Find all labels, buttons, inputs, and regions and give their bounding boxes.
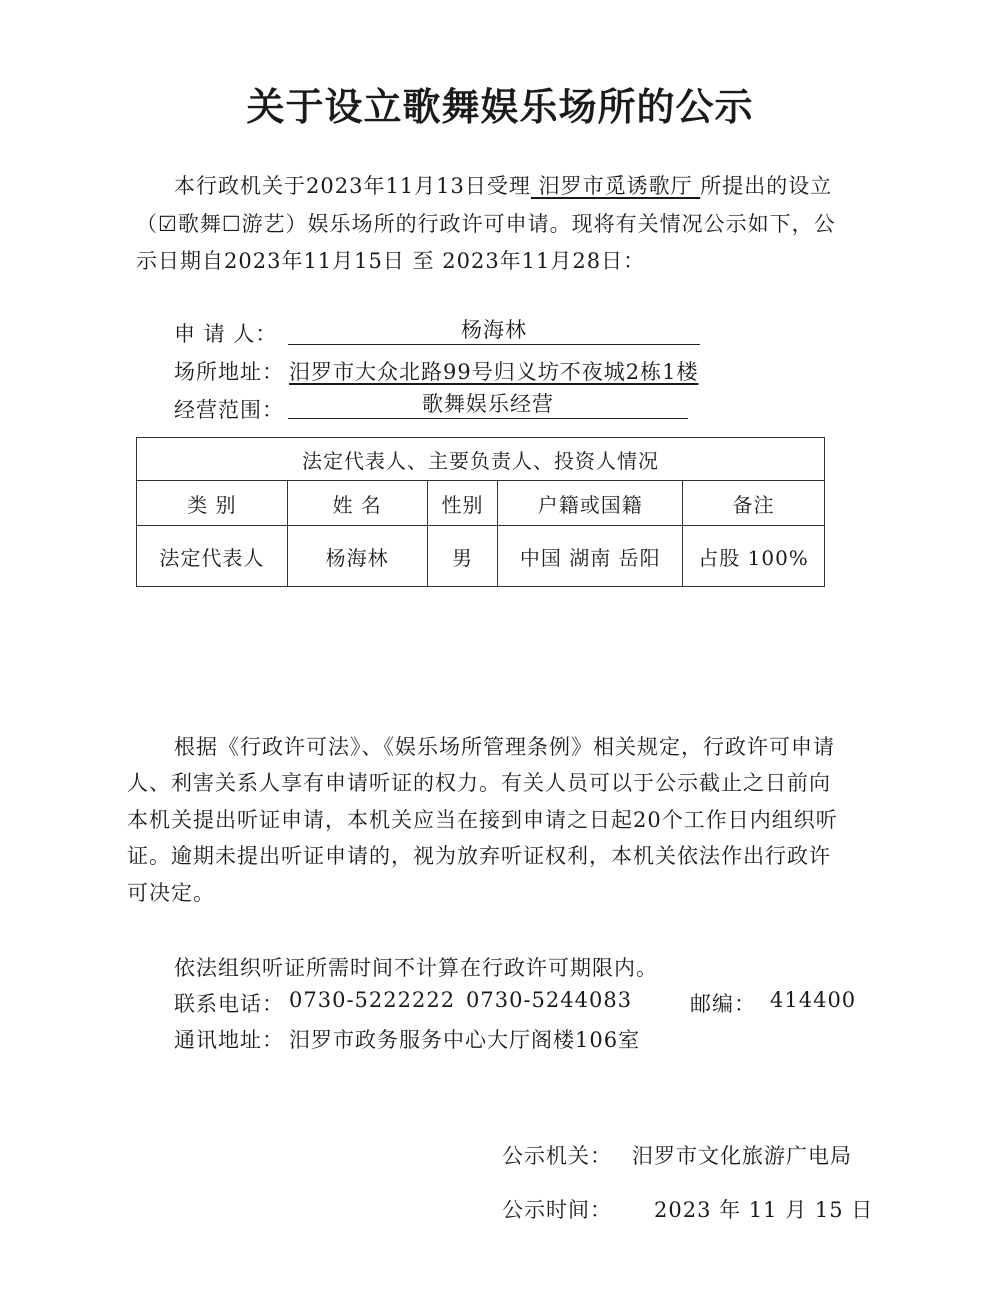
address-label: 场所地址：: [174, 360, 284, 384]
cell-gender: 男: [427, 526, 498, 587]
body-line-3: 本机关提出听证申请，本机关应当在接到申请之日起20个工作日内组织听: [127, 808, 838, 832]
contact-address-label: 通讯地址：: [174, 1028, 284, 1052]
header-name: 姓 名: [287, 481, 427, 526]
postcode-label: 邮编：: [690, 992, 756, 1016]
contact-address-value: 汨罗市政务服务中心大厅阁楼106室: [289, 1028, 641, 1052]
phone-number-2: 0730-5244083: [466, 988, 633, 1012]
phone-label: 联系电话：: [174, 992, 284, 1016]
header-nationality: 户籍或国籍: [498, 481, 683, 526]
applicant-value: 杨海林: [288, 316, 700, 345]
table-row: [137, 526, 825, 587]
date-label: 公示时间：: [502, 1198, 612, 1222]
header-gender: 性别: [427, 481, 498, 526]
intro-line-1-post: 所提出的设立: [700, 174, 833, 198]
intro-line-2: （☑歌舞☐游艺）娱乐场所的行政许可申请。现将有关情况公示如下，公: [136, 212, 836, 236]
hearing-time-note: 依法组织听证所需时间不计算在行政许可期限内。: [174, 956, 658, 980]
table-caption: 法定代表人、主要负责人、投资人情况: [137, 438, 825, 481]
header-category: 类 别: [137, 481, 288, 526]
phone-number-1: 0730-5222222: [289, 988, 456, 1012]
cell-remarks: 占股 100%: [683, 526, 825, 587]
intro-line-3: 示日期自2023年11月15日 至 2023年11月28日：: [136, 249, 646, 273]
announce-date: 2023 年 11 月 15 日: [654, 1198, 874, 1222]
body-line-1: 根据《行政许可法》、《娱乐场所管理条例》相关规定，行政许可申请: [174, 735, 835, 759]
venue-name: 汨罗市觅诱歌厅: [530, 174, 701, 198]
personnel-table: [136, 437, 825, 587]
cell-category: 法定代表人: [137, 526, 288, 587]
applicant-label: 申 请 人：: [174, 322, 278, 346]
table-header-row: [137, 481, 825, 526]
page-title: 关于设立歌舞娱乐场所的公示: [246, 84, 754, 129]
cell-name: 杨海林: [287, 526, 427, 587]
body-line-2: 人、利害关系人享有申请听证的权力。有关人员可以于公示截止之日前向: [127, 771, 831, 795]
intro-line-1-pre: 本行政机关于2023年11月13日受理: [174, 174, 531, 198]
scope-label: 经营范围：: [174, 398, 284, 422]
org-name: 汨罗市文化旅游广电局: [632, 1144, 852, 1168]
postcode-value: 414400: [770, 988, 857, 1012]
body-line-4: 证。逾期未提出听证申请的，视为放弃听证权利，本机关依法作出行政许: [127, 844, 831, 868]
intro-line-1: [174, 170, 832, 200]
header-remarks: 备注: [683, 481, 825, 526]
address-value: 汨罗市大众北路99号归义坊不夜城2栋1楼: [289, 360, 699, 384]
cell-nationality: 中国 湖南 岳阳: [498, 526, 683, 587]
scope-value: 歌舞娱乐经营: [288, 390, 688, 419]
org-label: 公示机关：: [502, 1144, 612, 1168]
body-line-5: 可决定。: [127, 881, 215, 905]
